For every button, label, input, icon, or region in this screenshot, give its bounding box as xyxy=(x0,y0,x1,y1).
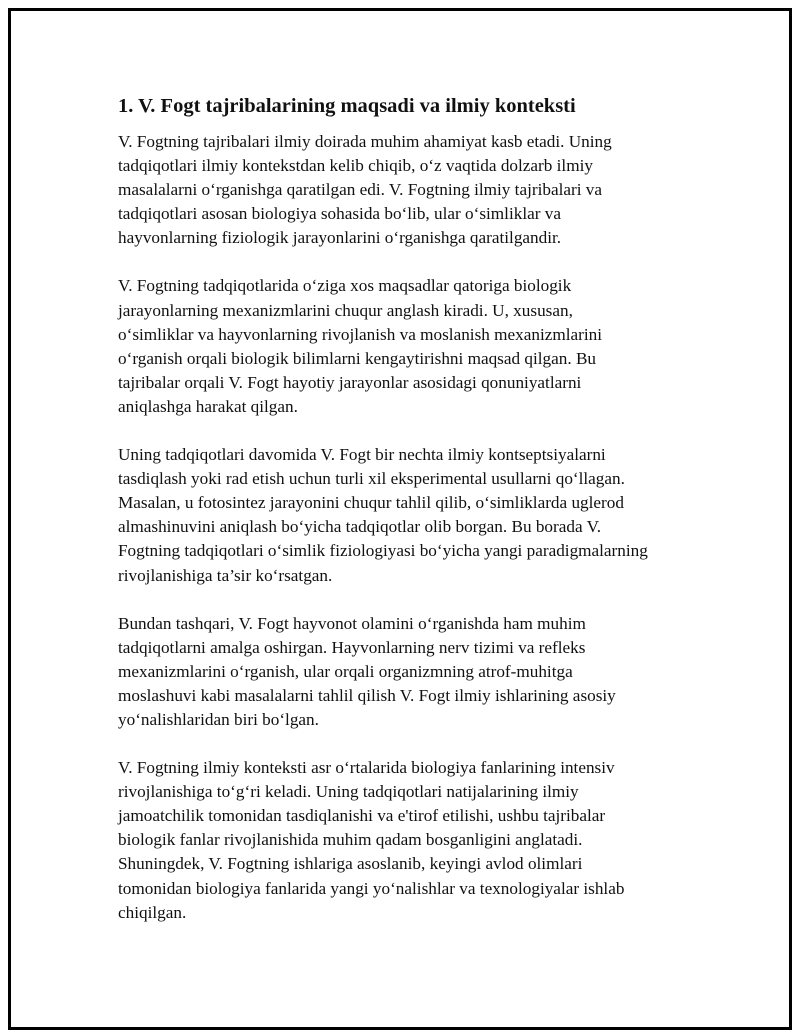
text-line: almashinuvini aniqlash bo‘yicha tadqiqotlar olib borgan. Bu borada V. xyxy=(118,517,602,537)
text-line: moslashuvi kabi masalalarni tahlil qilish V. Fogt ilmiy ishlarining asosiy xyxy=(118,685,616,705)
text-line: tasdiqlash yoki rad etish uchun turli xil eksperimental usullarni qo‘llagan. xyxy=(118,469,625,489)
paragraph-2 xyxy=(118,274,698,419)
document-body xyxy=(118,92,698,949)
text-line: V. Fogtning tadqiqotlarida o‘ziga xos maqsadlar qatoriga biologik xyxy=(118,276,572,296)
paragraph-3 xyxy=(118,443,698,588)
text-line: hayvonlarning fiziologik jarayonlarini o‘rganishga qaratilgandir. xyxy=(118,228,562,248)
text-line: mexanizmlarini o‘rganish, ular orqali organizmning atrof-muhitga xyxy=(118,661,573,681)
text-line: tadqiqotlari ilmiy kontekstdan kelib chiqib, o‘z vaqtida dolzarb ilmiy xyxy=(118,156,593,176)
text-line: tajribalar orqali V. Fogt hayotiy jarayonlar asosidagi qonuniyatlarni xyxy=(118,372,582,392)
text-line: o‘rganish orqali biologik bilimlarni kengaytirishni maqsad qilgan. Bu xyxy=(118,348,597,368)
paragraph-5 xyxy=(118,756,698,925)
text-line: Masalan, u fotosintez jarayonini chuqur tahlil qilib, o‘simliklarda uglerod xyxy=(118,493,624,513)
text-line: Shuningdek, V. Fogtning ishlariga asoslanib, keyingi avlod olimlari xyxy=(118,854,583,874)
section-title: 1. V. Fogt tajribalarining maqsadi va ilmiy konteksti xyxy=(118,95,576,117)
text-line: rivojlanishiga to‘g‘ri keladi. Uning tadqiqotlari natijalarining ilmiy xyxy=(118,782,579,802)
paragraph-1 xyxy=(118,130,698,250)
text-line: biologik fanlar rivojlanishida muhim qadam bosganligini anglatadi. xyxy=(118,830,583,850)
text-line: V. Fogtning tajribalari ilmiy doirada muhim ahamiyat kasb etadi. Uning xyxy=(118,132,612,151)
text-line: tomonidan biologiya fanlarida yangi yo‘nalishlar va texnologiyalar ishlab xyxy=(118,878,625,898)
text-line: tadqiqotlarni amalga oshirgan. Hayvonlarning nerv tizimi va refleks xyxy=(118,637,586,657)
text-line: Bundan tashqari, V. Fogt hayvonot olamini o‘rganishda ham muhim xyxy=(118,613,586,633)
text-line: V. Fogtning ilmiy konteksti asr o‘rtalarida biologiya fanlarining intensiv xyxy=(118,758,615,778)
text-line: rivojlanishiga ta’sir ko‘rsatgan. xyxy=(118,565,333,585)
text-line: Fogtning tadqiqotlari o‘simlik fiziologiyasi bo‘yicha yangi paradigmalarning xyxy=(118,541,648,561)
text-line: chiqilgan. xyxy=(118,902,187,922)
text-line: Uning tadqiqotlari davomida V. Fogt bir nechta ilmiy kontseptsiyalarni xyxy=(118,445,606,465)
text-line: tadqiqotlari asosan biologiya sohasida bo‘lib, ular o‘simliklar va xyxy=(118,204,561,224)
text-line: aniqlashga harakat qilgan. xyxy=(118,396,298,416)
text-line: masalalarni o‘rganishga qaratilgan edi. V. Fogtning ilmiy tajribalari va xyxy=(118,180,603,200)
text-line: jarayonlarning mexanizmlarini chuqur anglash kiradi. U, xususan, xyxy=(118,300,573,320)
text-line: jamoatchilik tomonidan tasdiqlanishi va e'tirof etilishi, ushbu tajribalar xyxy=(118,806,606,826)
text-line: yo‘nalishlaridan biri bo‘lgan. xyxy=(118,709,319,729)
text-line: o‘simliklar va hayvonlarning rivojlanish va moslanish mexanizmlarini xyxy=(118,324,603,344)
paragraph-4 xyxy=(118,612,698,732)
